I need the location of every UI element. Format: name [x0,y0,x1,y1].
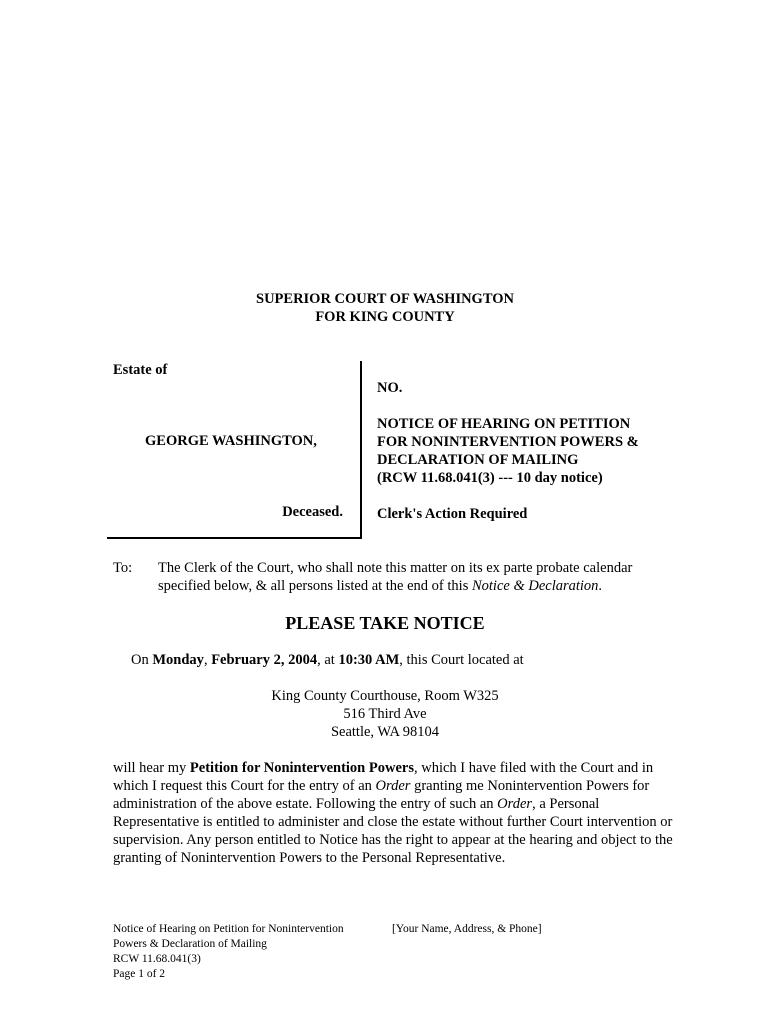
court-line-2: FOR KING COUNTY [315,309,455,325]
court-line-1: SUPERIOR COURT OF WASHINGTON [256,291,514,307]
address-line-2: 516 Third Ave [343,706,427,722]
hearing-line [131,652,524,669]
footer-left [113,922,383,982]
hearing-rest: , this Court located at [399,652,524,668]
address-line-1: King County Courthouse, Room W325 [271,688,499,704]
body-bold: Petition for Nonintervention Powers [189,760,414,776]
body-text: , which I have filed with the Court and in which I request this Court for the entry of an [113,760,654,794]
courthouse-address [0,687,770,741]
hearing-on: On [131,652,153,668]
deceased-label: Deceased. [282,504,343,520]
footer-line: Notice of Hearing on Petition for Nonintervention [113,923,344,935]
footer-line: Powers & Declaration of Mailing [113,938,267,950]
to-text-main: The Clerk of the Court, who shall note this matter on its ex parte probate calendar specified below, & all persons listed at the end of this [158,560,633,594]
body-text: granting me Nonintervention Powers for administration of the above estate. Following the entry of such an [113,778,650,812]
body-italic: Order [497,796,533,812]
footer-right: [Your Name, Address, & Phone] [392,923,542,935]
title-line: DECLARATION OF MAILING [377,452,579,468]
clerk-action-label: Clerk's Action Required [377,506,528,522]
caption-left [113,361,363,537]
title-line: FOR NONINTERVENTION POWERS & [377,434,639,450]
to-text-end: . [598,578,603,594]
to-section [113,559,673,595]
hearing-at: , at [317,652,339,668]
to-text-italic: Notice & Declaration [471,578,599,594]
caption-right [377,379,677,523]
title-line: (RCW 11.68.041(3) --- 10 day notice) [377,470,603,486]
to-text [158,559,673,595]
address-line-3: Seattle, WA 98104 [330,724,440,740]
body-text: , a Personal Representative is entitled to administer and close the estate without further Court intervention or supervision. Any person entitled to Notice has the right to appear at the hearing and object to the granting of Nonintervention Powers to the Personal Representative. [113,796,673,866]
body-text: will hear my [113,760,190,776]
footer-line: RCW 11.68.041(3) [113,953,201,965]
notice-heading: PLEASE TAKE NOTICE [285,613,485,633]
page-number: Page 1 of 2 [113,968,166,980]
caption-vertical-rule [360,361,362,539]
title-line: NOTICE OF HEARING ON PETITION [377,416,631,432]
to-label: To: [113,560,133,576]
hearing-date: February 2, 2004 [211,652,318,668]
hearing-time: 10:30 AM [338,652,400,668]
court-heading [0,290,770,326]
body-paragraph [113,759,673,867]
decedent-name: GEORGE WASHINGTON, [145,433,317,449]
caption-horizontal-rule [107,537,362,539]
estate-of-label: Estate of [113,362,168,378]
hearing-sep: , [203,652,212,668]
body-italic: Order [375,778,411,794]
document-title [377,415,677,487]
case-number-label: NO. [377,380,403,396]
hearing-day: Monday [152,652,204,668]
